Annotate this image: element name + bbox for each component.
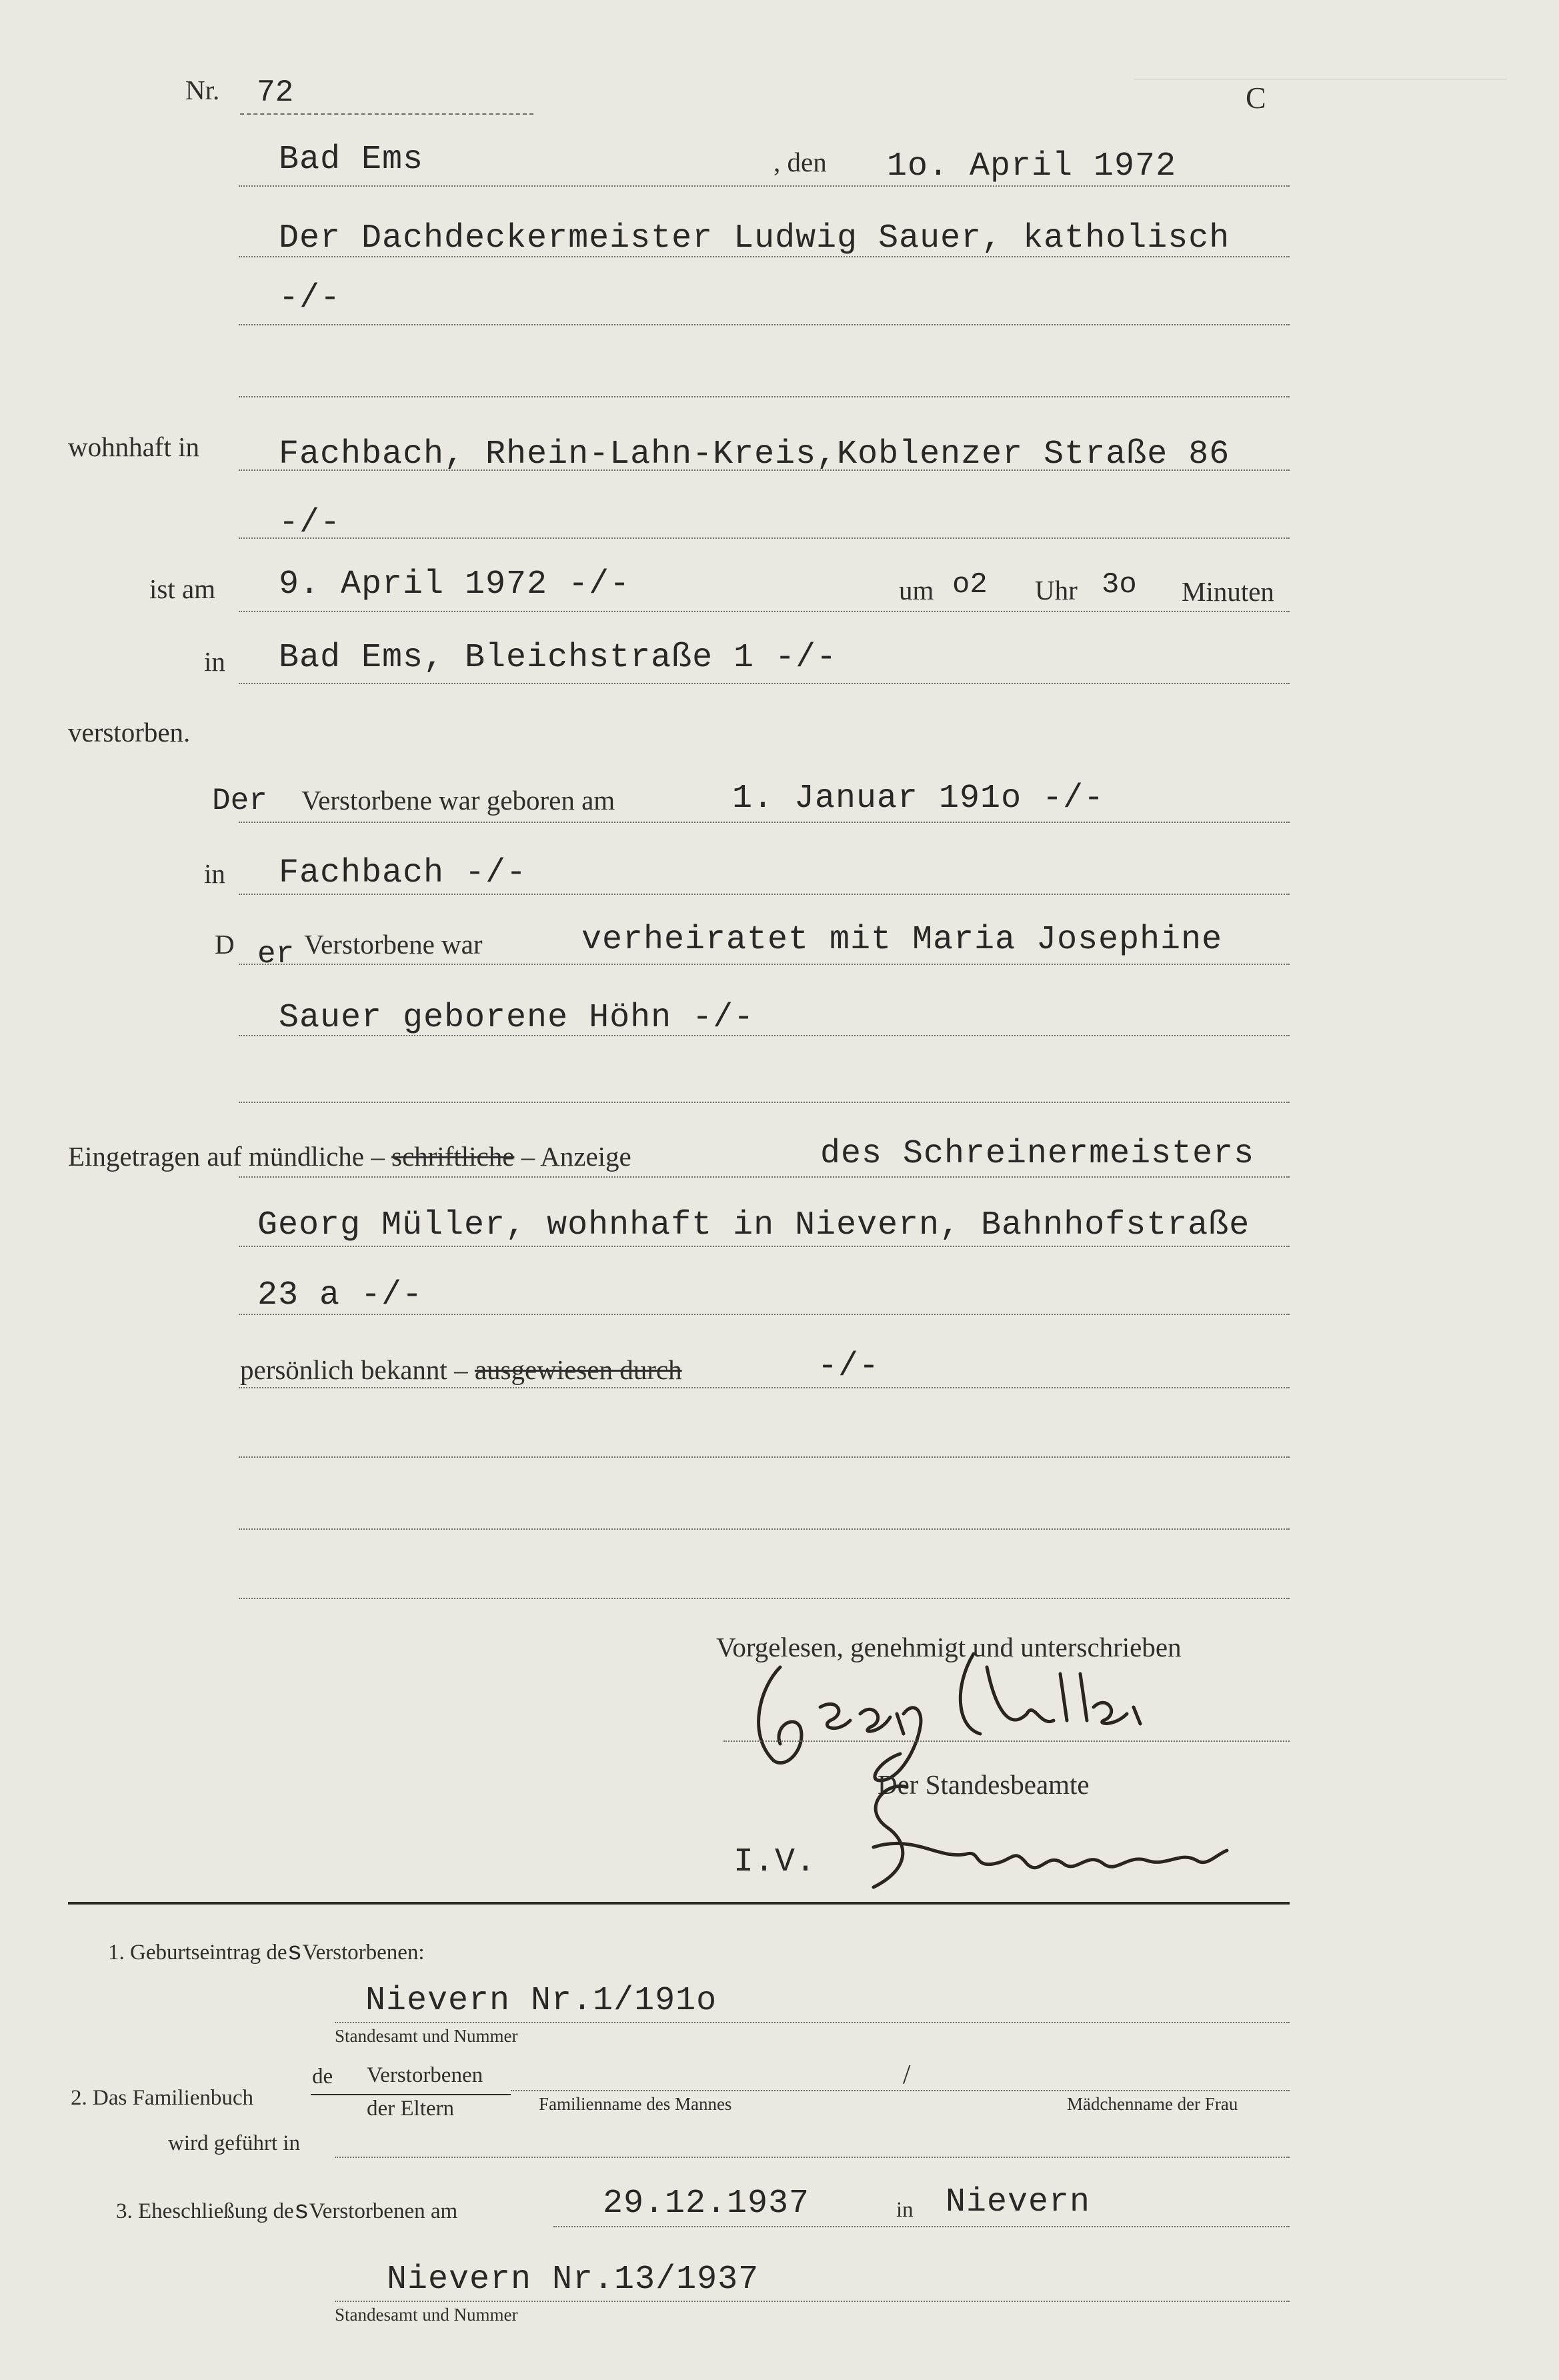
item1-caption: Standesamt und Nummer (335, 2026, 518, 2046)
registration-label-struck: schriftliche (391, 1141, 515, 1172)
death-place: Bad Ems, Bleichstraße 1 -/- (279, 639, 838, 677)
marriage-line-2: Sauer geborene Höhn -/- (279, 999, 755, 1037)
registration-label (68, 1143, 631, 1170)
item1-rule (335, 2022, 1290, 2023)
death-date: 9. April 1972 -/- (279, 565, 631, 604)
registration-line-2-rule (239, 1246, 1290, 1247)
registration-line-1-rule (239, 1176, 1290, 1178)
birth-place-rule (239, 894, 1290, 895)
residence-line-1-rule (239, 469, 1290, 471)
residence-label: wohnhaft in (68, 431, 199, 462)
marriage-line-1-rule (239, 964, 1290, 965)
birth-in-label: in (204, 858, 225, 889)
der-typed: Der (212, 784, 267, 818)
item2-option-verstorbenen: Verstorbenen (367, 2063, 483, 2087)
item2-option-eltern: der Eltern (367, 2097, 455, 2121)
blank-rule-2 (239, 1528, 1290, 1530)
nr-value: 72 (257, 75, 294, 110)
registration-label-start: Eingetragen auf mündliche – (68, 1141, 385, 1172)
marriage-d-label: D (215, 929, 235, 960)
item1-label-text: 1. Geburtseintrag de (108, 1941, 287, 1965)
registration-label-end: – Anzeige (521, 1141, 631, 1172)
item1-label-text-2: Verstorbenen: (302, 1941, 425, 1965)
place-value: Bad Ems (279, 141, 424, 179)
registration-line-3-rule (239, 1314, 1290, 1315)
item3-date: 29.12.1937 (603, 2185, 810, 2223)
den-label: , den (773, 147, 827, 177)
read-approved-label: Vorgelesen, genehmigt und unterschrieben (716, 1632, 1182, 1662)
item2-slash: / (903, 2059, 911, 2089)
item2-rule-2 (335, 2157, 1290, 2158)
item1-label (108, 1941, 425, 1966)
blank-rule-3 (239, 1598, 1290, 1599)
person-line-1-rule (239, 256, 1290, 257)
item3-caption: Standesamt und Nummer (335, 2305, 518, 2325)
known-label-start: persönlich bekannt – (240, 1354, 468, 1385)
item3-value-rule (335, 2301, 1290, 2302)
signer-rule (723, 1740, 1290, 1742)
marriage-line-1: verheiratet mit Maria Josephine (581, 921, 1223, 959)
nr-line (240, 113, 533, 115)
item3-place: Nievern (946, 2183, 1091, 2221)
item2-label-2: wird geführt in (168, 2131, 300, 2155)
official-signature (834, 1754, 1247, 1894)
person-line-3-rule (239, 396, 1290, 397)
birth-place: Fachbach -/- (279, 854, 527, 892)
item2-fraction-line (311, 2094, 511, 2095)
date-value: 1o. April 1972 (887, 147, 1177, 185)
form-letter: C (1246, 81, 1266, 115)
known-rule (239, 1387, 1290, 1388)
um-label: um (899, 575, 934, 606)
known-value: -/- (818, 1348, 880, 1386)
footer-separator (68, 1902, 1290, 1905)
bleed-through (1134, 79, 1507, 93)
birth-date-rule (239, 822, 1290, 823)
item2-rule (511, 2090, 1290, 2091)
death-place-rule (239, 683, 1290, 684)
death-in-label: in (204, 646, 225, 677)
item3-label (116, 2199, 457, 2225)
item1-typed: s (287, 1939, 303, 1967)
item2-de: de (312, 2065, 333, 2089)
item3-typed: s (293, 2197, 309, 2226)
marriage-line-2-rule (239, 1035, 1290, 1036)
person-line-2-rule (239, 324, 1290, 325)
verstorben-label: verstorben. (68, 717, 191, 748)
person-line-2: -/- (279, 279, 341, 317)
official-label: Der Standesbeamte (878, 1769, 1090, 1800)
residence-line-2: -/- (279, 504, 341, 542)
birth-label: Verstorbene war geboren am (301, 785, 615, 816)
place-date-line (239, 185, 1290, 187)
death-hour: o2 (952, 568, 988, 602)
birth-date: 1. Januar 191o -/- (732, 780, 1105, 818)
minuten-label: Minuten (1182, 576, 1274, 607)
marriage-er-typed: er (257, 937, 295, 972)
person-line-1: Der Dachdeckermeister Ludwig Sauer, katholisch (279, 219, 1230, 257)
item3-in: in (896, 2198, 914, 2222)
item2-caption-right: Mädchenname der Frau (1067, 2094, 1238, 2114)
known-label (240, 1356, 682, 1384)
item2-label: 2. Das Familienbuch (71, 2086, 254, 2110)
item2-caption-left: Familienname des Mannes (539, 2094, 732, 2114)
item3-rule (553, 2226, 1290, 2227)
residence-line-1: Fachbach, Rhein-Lahn-Kreis,Koblenzer Straße 86 (279, 435, 1230, 473)
item3-value: Nievern Nr.13/1937 (387, 2261, 759, 2299)
blank-rule-1 (239, 1456, 1290, 1458)
registration-line-3: 23 a -/- (257, 1276, 423, 1314)
ist-am-label: ist am (149, 573, 216, 604)
death-date-rule (239, 611, 1290, 612)
registration-line-1: des Schreinermeisters (820, 1135, 1255, 1173)
nr-label: Nr. (185, 75, 220, 105)
iv-label: I.V. (733, 1843, 817, 1881)
item3-label-text: 3. Eheschließung de (116, 2199, 294, 2223)
item3-label-text-2: Verstorbenen am (309, 2199, 458, 2223)
marriage-line-3-rule (239, 1102, 1290, 1103)
residence-line-2-rule (239, 537, 1290, 539)
item1-value: Nievern Nr.1/191o (365, 1982, 717, 2020)
death-minutes: 3o (1102, 568, 1137, 602)
registration-line-2: Georg Müller, wohnhaft in Nievern, Bahnhofstraße (257, 1206, 1250, 1244)
uhr-label: Uhr (1035, 575, 1078, 606)
marriage-label: Verstorbene war (304, 929, 483, 960)
known-label-struck: ausgewiesen durch (474, 1354, 682, 1385)
